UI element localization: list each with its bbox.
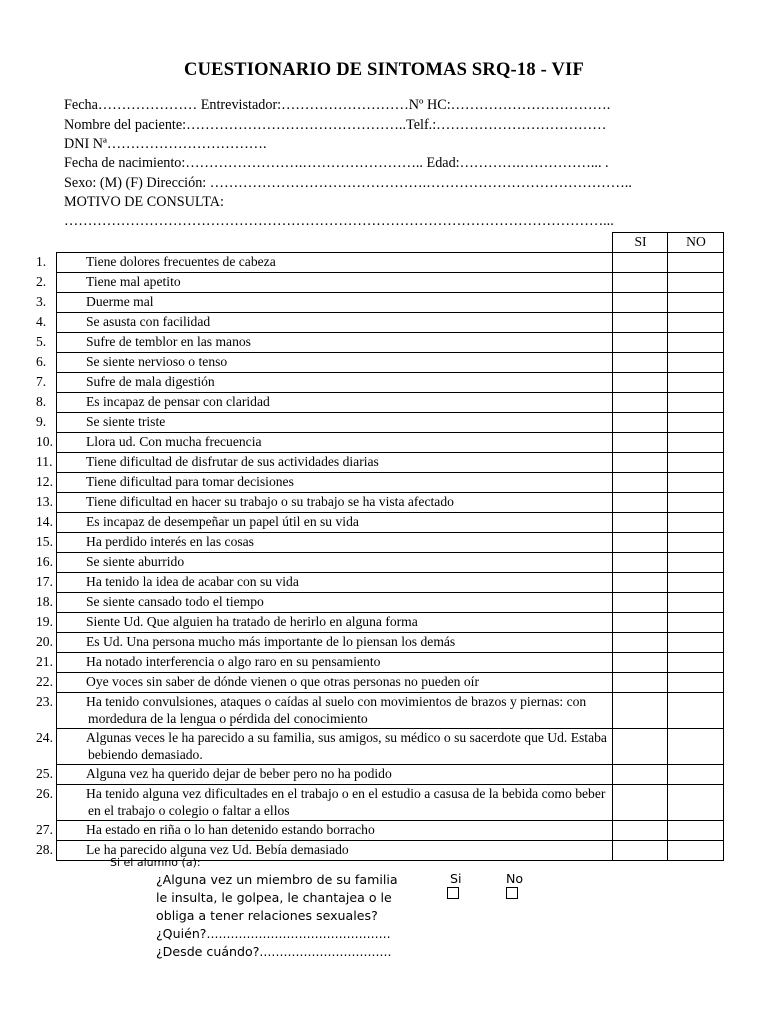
question-text: Se siente cansado todo el tiempo — [86, 594, 264, 609]
question-number: 18. — [36, 594, 53, 609]
question-text: Sufre de mala digestión — [86, 374, 215, 389]
question-number: 3. — [36, 294, 47, 309]
answer-si-cell[interactable] — [613, 253, 668, 273]
question-content — [36, 573, 608, 590]
footer-question-line: le insulta, le golpea, le chantajea o le — [156, 890, 392, 905]
question-number: 10. — [36, 434, 53, 449]
table-row — [57, 333, 724, 353]
question-number: 7. — [36, 374, 47, 389]
question-number: 5. — [36, 334, 47, 349]
question-text: Ha tenido alguna vez dificultades en el trabajo o en el estudio a casusa de la bebida como beber en el trabajo o colegio o faltar a ellos — [86, 786, 606, 818]
question-text: Llora ud. Con mucha frecuencia — [86, 434, 262, 449]
question-content — [36, 765, 608, 782]
footer-desde-field[interactable]: ¿Desde cuándo?................................. — [156, 944, 392, 959]
question-content — [36, 313, 608, 330]
answer-no-cell[interactable] — [668, 533, 724, 553]
answer-si-cell[interactable] — [613, 473, 668, 493]
symptom-table — [36, 232, 724, 861]
question-content — [36, 653, 608, 670]
question-text: Tiene mal apetito — [86, 274, 181, 289]
question-cell — [36, 473, 613, 493]
question-number: 14. — [36, 514, 53, 529]
header-line-dni[interactable]: DNI Nª……………………………. — [64, 136, 267, 152]
question-content — [36, 693, 608, 727]
footer-no-checkbox[interactable] — [506, 887, 518, 899]
header-line-sexo[interactable]: Sexo: (M) (F) Dirección: ……………………………………….…………………………………….. — [64, 175, 632, 191]
answer-si-cell[interactable] — [613, 533, 668, 553]
question-content — [36, 373, 608, 390]
question-text: Sufre de temblor en las manos — [86, 334, 251, 349]
table-row — [57, 353, 724, 373]
header-line-nacimiento[interactable]: Fecha de nacimiento:…………………….…………………….. Edad:………….……………... . — [64, 155, 609, 171]
question-text: Es Ud. Una persona mucho más importante de lo piensan los demás — [86, 634, 456, 649]
question-text: Alguna vez ha querido dejar de beber pero no ha podido — [86, 766, 392, 781]
question-content — [36, 633, 608, 650]
question-text: Oye voces sin saber de dónde vienen o que otras personas no pueden oír — [86, 674, 479, 689]
question-cell — [36, 673, 613, 693]
question-text: Ha notado interferencia o algo raro en su pensamiento — [86, 654, 381, 669]
table-row — [57, 493, 724, 513]
table-row — [57, 593, 724, 613]
table-row — [57, 673, 724, 693]
question-text: Ha estado en riña o lo han detenido estando borracho — [86, 822, 375, 837]
footer-si-checkbox[interactable] — [447, 887, 459, 899]
answer-no-cell[interactable] — [668, 453, 724, 473]
table-row — [57, 533, 724, 553]
question-cell — [36, 373, 613, 393]
question-text: Se siente aburrido — [86, 554, 185, 569]
table-row — [57, 729, 724, 765]
question-text: Se siente triste — [86, 414, 166, 429]
question-cell — [36, 513, 613, 533]
question-cell — [36, 821, 613, 841]
question-content — [36, 353, 608, 370]
question-number: 25. — [36, 766, 53, 781]
question-number: 22. — [36, 674, 53, 689]
question-number: 28. — [36, 842, 53, 857]
footer-question-line: ¿Alguna vez un miembro de su familia — [156, 872, 398, 887]
question-number: 6. — [36, 354, 47, 369]
question-number: 9. — [36, 414, 47, 429]
header-blank-cell — [57, 233, 613, 253]
answer-no-cell[interactable] — [668, 293, 724, 313]
answer-si-cell[interactable] — [613, 333, 668, 353]
answer-si-cell[interactable] — [613, 273, 668, 293]
table-header-row — [57, 233, 724, 253]
answer-si-cell[interactable] — [613, 653, 668, 673]
question-content — [36, 553, 608, 570]
question-cell — [36, 333, 613, 353]
question-number: 4. — [36, 314, 47, 329]
question-text: Es incapaz de pensar con claridad — [86, 394, 270, 409]
answer-si-cell[interactable] — [613, 593, 668, 613]
answer-si-cell[interactable] — [613, 393, 668, 413]
question-number: 11. — [36, 454, 53, 469]
document-title: CUESTIONARIO DE SINTOMAS SRQ-18 - VIF — [184, 60, 584, 80]
question-text: Ha tenido la idea de acabar con su vida — [86, 574, 299, 589]
answer-si-cell[interactable] — [613, 673, 668, 693]
question-cell — [36, 693, 613, 729]
answer-no-cell[interactable] — [668, 785, 724, 821]
answer-no-cell[interactable] — [668, 729, 724, 765]
answer-no-cell[interactable] — [668, 573, 724, 593]
answer-si-cell[interactable] — [613, 613, 668, 633]
answer-no-cell[interactable] — [668, 513, 724, 533]
question-cell — [36, 765, 613, 785]
table-row — [57, 821, 724, 841]
header-line-nombre[interactable]: Nombre del paciente:………………………………………..Telf.:……………………………… — [64, 117, 607, 133]
footer-quien-field[interactable]: ¿Quién?.............................................. — [156, 926, 391, 941]
table-row — [57, 293, 724, 313]
question-text: Ha perdido interés en las cosas — [86, 534, 254, 549]
table-row — [57, 613, 724, 633]
answer-no-cell[interactable] — [668, 593, 724, 613]
question-cell — [36, 593, 613, 613]
question-content — [36, 413, 608, 430]
answer-no-cell[interactable] — [668, 373, 724, 393]
table-row — [57, 693, 724, 729]
answer-no-cell[interactable] — [668, 253, 724, 273]
table-row — [57, 313, 724, 333]
question-content — [36, 533, 608, 550]
answer-si-cell[interactable] — [613, 413, 668, 433]
question-content — [36, 433, 608, 450]
question-text: Siente Ud. Que alguien ha tratado de herirlo en alguna forma — [86, 614, 418, 629]
question-content — [36, 593, 608, 610]
question-content — [36, 273, 608, 290]
question-number: 1. — [36, 254, 47, 269]
question-content — [36, 513, 608, 530]
table-row — [57, 513, 724, 533]
question-number: 8. — [36, 394, 47, 409]
question-cell — [36, 273, 613, 293]
question-content — [36, 473, 608, 490]
question-text: Tiene dificultad en hacer su trabajo o su trabajo se ha vista afectado — [86, 494, 454, 509]
question-number: 13. — [36, 494, 53, 509]
footer-option-no-label: No — [506, 871, 524, 886]
answer-no-cell[interactable] — [668, 393, 724, 413]
question-text: Se siente nervioso o tenso — [86, 354, 228, 369]
footer-intro: Si el alumno (a): — [110, 856, 201, 869]
question-cell — [36, 293, 613, 313]
header-line-fecha[interactable]: Fecha………………… Entrevistador:………………………Nº HC:……………………………. — [64, 97, 611, 113]
question-content — [36, 333, 608, 350]
answer-si-cell[interactable] — [613, 785, 668, 821]
question-text: Tiene dolores frecuentes de cabeza — [86, 254, 276, 269]
table-row — [57, 553, 724, 573]
answer-si-cell[interactable] — [613, 821, 668, 841]
answer-si-cell[interactable] — [613, 433, 668, 453]
table-row — [57, 373, 724, 393]
question-number: 20. — [36, 634, 53, 649]
table-row — [57, 253, 724, 273]
answer-no-cell[interactable] — [668, 473, 724, 493]
answer-si-cell[interactable] — [613, 553, 668, 573]
table-row — [57, 273, 724, 293]
question-text: Tiene dificultad para tomar decisiones — [86, 474, 294, 489]
answer-no-cell[interactable] — [668, 765, 724, 785]
col-header-si: SI — [613, 233, 668, 253]
answer-si-cell[interactable] — [613, 693, 668, 729]
question-cell — [36, 785, 613, 821]
answer-si-cell[interactable] — [613, 453, 668, 473]
question-cell — [36, 533, 613, 553]
question-content — [36, 493, 608, 510]
question-content — [36, 785, 608, 819]
question-content — [36, 293, 608, 310]
question-content — [36, 673, 608, 690]
question-cell — [36, 613, 613, 633]
question-cell — [36, 633, 613, 653]
answer-si-cell[interactable] — [613, 765, 668, 785]
table-row — [57, 573, 724, 593]
question-number: 16. — [36, 554, 53, 569]
header-line-motivo-blank[interactable]: ……………………………………………………………………………………………………... — [64, 213, 614, 229]
question-content — [36, 253, 608, 270]
table-row — [57, 653, 724, 673]
answer-si-cell[interactable] — [613, 313, 668, 333]
question-number: 12. — [36, 474, 53, 489]
question-text: Se asusta con facilidad — [86, 314, 211, 329]
col-header-no: NO — [668, 233, 724, 253]
table-row — [57, 433, 724, 453]
question-cell — [36, 253, 613, 273]
answer-si-cell[interactable] — [613, 841, 668, 861]
answer-si-cell[interactable] — [613, 373, 668, 393]
table-row — [57, 413, 724, 433]
question-cell — [36, 393, 613, 413]
answer-si-cell[interactable] — [613, 353, 668, 373]
answer-no-cell[interactable] — [668, 413, 724, 433]
question-text: Tiene dificultad de disfrutar de sus actividades diarias — [86, 454, 379, 469]
table-row — [57, 765, 724, 785]
question-number: 2. — [36, 274, 47, 289]
question-number: 24. — [36, 730, 53, 745]
question-content — [36, 821, 608, 838]
question-content — [36, 393, 608, 410]
table-row — [57, 785, 724, 821]
question-cell — [36, 573, 613, 593]
answer-no-cell[interactable] — [668, 693, 724, 729]
answer-no-cell[interactable] — [668, 493, 724, 513]
answer-no-cell[interactable] — [668, 633, 724, 653]
question-content — [36, 453, 608, 470]
answer-si-cell[interactable] — [613, 633, 668, 653]
answer-si-cell[interactable] — [613, 513, 668, 533]
answer-no-cell[interactable] — [668, 613, 724, 633]
question-cell — [36, 553, 613, 573]
question-number: 26. — [36, 786, 53, 801]
question-cell — [36, 493, 613, 513]
answer-no-cell[interactable] — [668, 273, 724, 293]
question-number: 19. — [36, 614, 53, 629]
question-text: Algunas veces le ha parecido a su familia, sus amigos, su médico o su sacerdote que Ud. Estaba bebiendo demasiado. — [86, 730, 607, 762]
answer-no-cell[interactable] — [668, 653, 724, 673]
answer-no-cell[interactable] — [668, 313, 724, 333]
answer-no-cell[interactable] — [668, 821, 724, 841]
table-row — [57, 453, 724, 473]
answer-si-cell[interactable] — [613, 573, 668, 593]
footer-question-line: obliga a tener relaciones sexuales? — [156, 908, 378, 923]
question-content — [36, 613, 608, 630]
question-number: 27. — [36, 822, 53, 837]
question-cell — [36, 413, 613, 433]
answer-no-cell[interactable] — [668, 433, 724, 453]
footer-option-si-label: Si — [450, 871, 462, 886]
answer-si-cell[interactable] — [613, 729, 668, 765]
answer-no-cell[interactable] — [668, 841, 724, 861]
question-text: Duerme mal — [86, 294, 154, 309]
question-number: 15. — [36, 534, 53, 549]
question-number: 21. — [36, 654, 53, 669]
question-cell — [36, 353, 613, 373]
table-row — [57, 633, 724, 653]
answer-si-cell[interactable] — [613, 293, 668, 313]
answer-no-cell[interactable] — [668, 333, 724, 353]
answer-no-cell[interactable] — [668, 353, 724, 373]
answer-si-cell[interactable] — [613, 493, 668, 513]
answer-no-cell[interactable] — [668, 673, 724, 693]
question-number: 17. — [36, 574, 53, 589]
header-line-motivo: MOTIVO DE CONSULTA: — [64, 194, 224, 210]
question-cell — [36, 453, 613, 473]
footer-question — [156, 871, 416, 961]
answer-no-cell[interactable] — [668, 553, 724, 573]
question-cell — [36, 433, 613, 453]
question-cell — [36, 313, 613, 333]
question-text: Ha tenido convulsiones, ataques o caídas al suelo con movimientos de brazos y piernas: con mordedura de la lengua o pérdida del conocimiento — [86, 694, 587, 726]
question-cell — [36, 653, 613, 673]
question-cell — [36, 729, 613, 765]
question-text: Es incapaz de desempeñar un papel útil en su vida — [86, 514, 359, 529]
table-row — [57, 393, 724, 413]
question-text: Le ha parecido alguna vez Ud. Bebía demasiado — [86, 842, 349, 857]
question-content — [36, 729, 608, 763]
table-row — [57, 473, 724, 493]
question-number: 23. — [36, 694, 53, 709]
